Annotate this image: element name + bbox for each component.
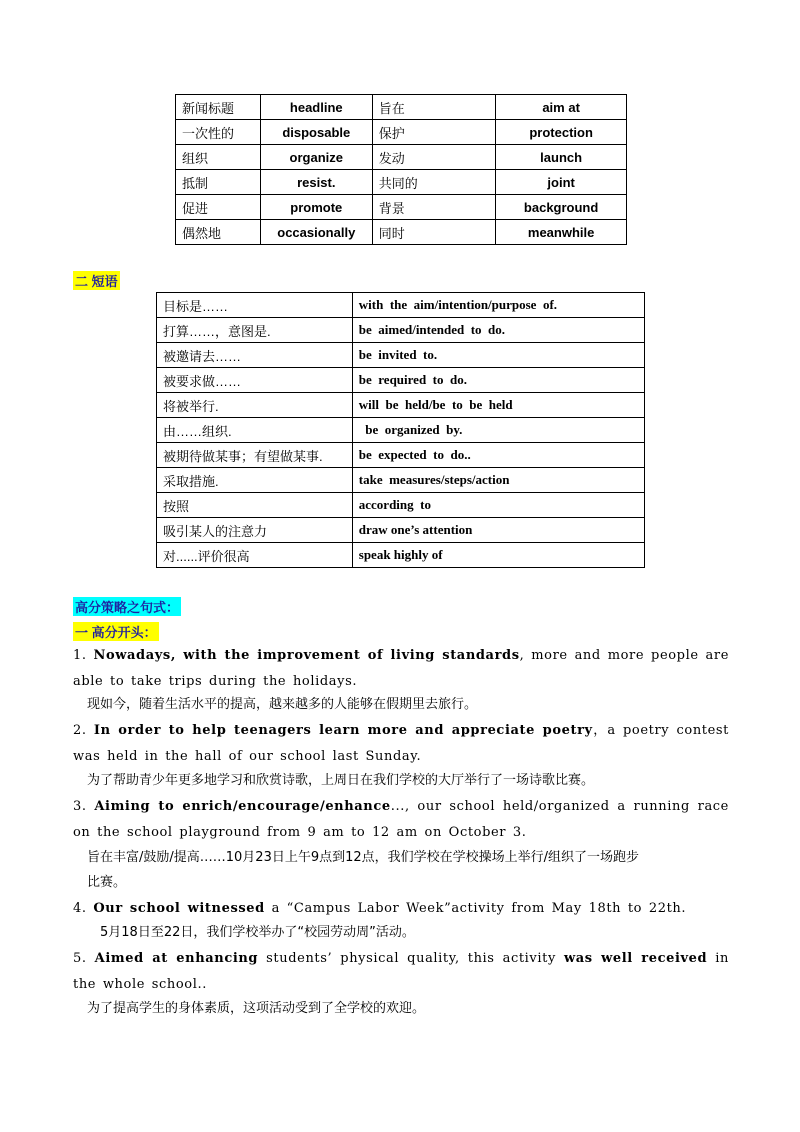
phrase-english-cell: will be held/be to be held bbox=[352, 393, 644, 418]
sentence-1: 1. Nowadays, with the improvement of living standards, more and more people are able to take trips during the holidays. bbox=[73, 648, 729, 689]
phrase-row bbox=[157, 518, 645, 543]
phrase-chinese-cell: 打算……，意图是. bbox=[157, 318, 353, 343]
vocab-english-cell: meanwhile bbox=[496, 220, 627, 245]
vocab-chinese-cell: 抵制 bbox=[176, 170, 261, 195]
vocab-row bbox=[176, 170, 627, 195]
phrase-row bbox=[157, 543, 645, 568]
phrase-english-cell: draw one’s attention bbox=[352, 518, 644, 543]
phrase-english-cell: take measures/steps/action bbox=[352, 468, 644, 493]
vocab-english-cell: headline bbox=[260, 95, 372, 120]
vocab-chinese-cell: 发动 bbox=[372, 145, 496, 170]
phrase-english-cell: with the aim/intention/purpose of. bbox=[352, 293, 644, 318]
phrase-english-cell: be organized by. bbox=[352, 418, 644, 443]
vocab-english-cell: background bbox=[496, 195, 627, 220]
phrase-chinese-cell: 被期待做某事；有望做某事. bbox=[157, 443, 353, 468]
phrase-chinese-cell: 由……组织. bbox=[157, 418, 353, 443]
phrase-row bbox=[157, 393, 645, 418]
vocab-chinese-cell: 旨在 bbox=[372, 95, 496, 120]
phrase-row bbox=[157, 318, 645, 343]
phrase-chinese-cell: 被邀请去…… bbox=[157, 343, 353, 368]
phrase-row bbox=[157, 293, 645, 318]
vocab-english-cell: aim at bbox=[496, 95, 627, 120]
phrase-row bbox=[157, 343, 645, 368]
sentence-2-translation: 为了帮助青少年更多地学习和欣赏诗歌，上周日在我们学校的大厅举行了一场诗歌比赛。 bbox=[87, 773, 595, 788]
phrase-chinese-cell: 采取措施. bbox=[157, 468, 353, 493]
vocab-english-cell: resist. bbox=[260, 170, 372, 195]
sentence-4: 4. Our school witnessed a “Campus Labor Week”activity from May 18th to 22th. bbox=[73, 901, 687, 916]
phrase-chinese-cell: 吸引某人的注意力 bbox=[157, 518, 353, 543]
vocab-row bbox=[176, 195, 627, 220]
vocab-english-cell: joint bbox=[496, 170, 627, 195]
vocab-chinese-cell: 同时 bbox=[372, 220, 496, 245]
vocab-chinese-cell: 一次性的 bbox=[176, 120, 261, 145]
phrases-table bbox=[156, 292, 645, 568]
phrase-row bbox=[157, 493, 645, 518]
vocabulary-table bbox=[175, 94, 627, 245]
vocab-chinese-cell: 背景 bbox=[372, 195, 496, 220]
section-heading-phrases: 二 短语 bbox=[73, 271, 120, 290]
vocab-chinese-cell: 保护 bbox=[372, 120, 496, 145]
vocab-chinese-cell: 偶然地 bbox=[176, 220, 261, 245]
sentence-3: 3. Aiming to enrich/encourage/enhance..., our school held/organized a running race on the school playground from 9 am to 12 am on October 3. bbox=[73, 799, 729, 840]
vocab-row bbox=[176, 95, 627, 120]
phrase-row bbox=[157, 368, 645, 393]
vocab-english-cell: occasionally bbox=[260, 220, 372, 245]
section-heading-opening: 一 高分开头： bbox=[73, 622, 159, 641]
vocab-english-cell: promote bbox=[260, 195, 372, 220]
phrase-chinese-cell: 将被举行. bbox=[157, 393, 353, 418]
sentence-5-translation: 为了提高学生的身体素质，这项活动受到了全学校的欢迎。 bbox=[87, 1001, 426, 1016]
sentence-1-translation: 现如今，随着生活水平的提高，越来越多的人能够在假期里去旅行。 bbox=[87, 697, 478, 712]
vocab-row bbox=[176, 220, 627, 245]
phrase-row bbox=[157, 418, 645, 443]
vocab-chinese-cell: 促进 bbox=[176, 195, 261, 220]
sentence-2: 2. In order to help teenagers learn more and appreciate poetry，a poetry contest was held in the hall of our school last Sunday. bbox=[73, 723, 730, 764]
vocab-english-cell: protection bbox=[496, 120, 627, 145]
vocab-chinese-cell: 共同的 bbox=[372, 170, 496, 195]
sentence-5: 5. Aimed at enhancing students’ physical quality, this activity was well received in the whole school.. bbox=[73, 951, 730, 992]
section-heading-strategy: 高分策略之句式： bbox=[73, 597, 181, 616]
phrase-english-cell: be required to do. bbox=[352, 368, 644, 393]
phrase-chinese-cell: 目标是…… bbox=[157, 293, 353, 318]
phrase-english-cell: according to bbox=[352, 493, 644, 518]
vocab-row bbox=[176, 145, 627, 170]
phrase-row bbox=[157, 443, 645, 468]
phrase-english-cell: be expected to do.. bbox=[352, 443, 644, 468]
sentence-3-translation-line1: 旨在丰富/鼓励/提高……10月23日上午9点到12点，我们学校在学校操场上举行/组织了一场跑步 bbox=[87, 850, 640, 865]
sentence-4-translation: 5月18日至22日，我们学校举办了“校园劳动周”活动。 bbox=[100, 925, 415, 940]
phrase-english-cell: speak highly of bbox=[352, 543, 644, 568]
phrase-english-cell: be invited to. bbox=[352, 343, 644, 368]
vocab-chinese-cell: 新闻标题 bbox=[176, 95, 261, 120]
phrase-row bbox=[157, 468, 645, 493]
vocab-english-cell: disposable bbox=[260, 120, 372, 145]
phrase-chinese-cell: 按照 bbox=[157, 493, 353, 518]
vocab-row bbox=[176, 120, 627, 145]
sentence-3-translation-line2: 比赛。 bbox=[87, 875, 127, 890]
phrase-chinese-cell: 对......评价很高 bbox=[157, 543, 353, 568]
vocab-english-cell: launch bbox=[496, 145, 627, 170]
phrase-chinese-cell: 被要求做…… bbox=[157, 368, 353, 393]
phrase-english-cell: be aimed/intended to do. bbox=[352, 318, 644, 343]
vocab-english-cell: organize bbox=[260, 145, 372, 170]
vocab-chinese-cell: 组织 bbox=[176, 145, 261, 170]
